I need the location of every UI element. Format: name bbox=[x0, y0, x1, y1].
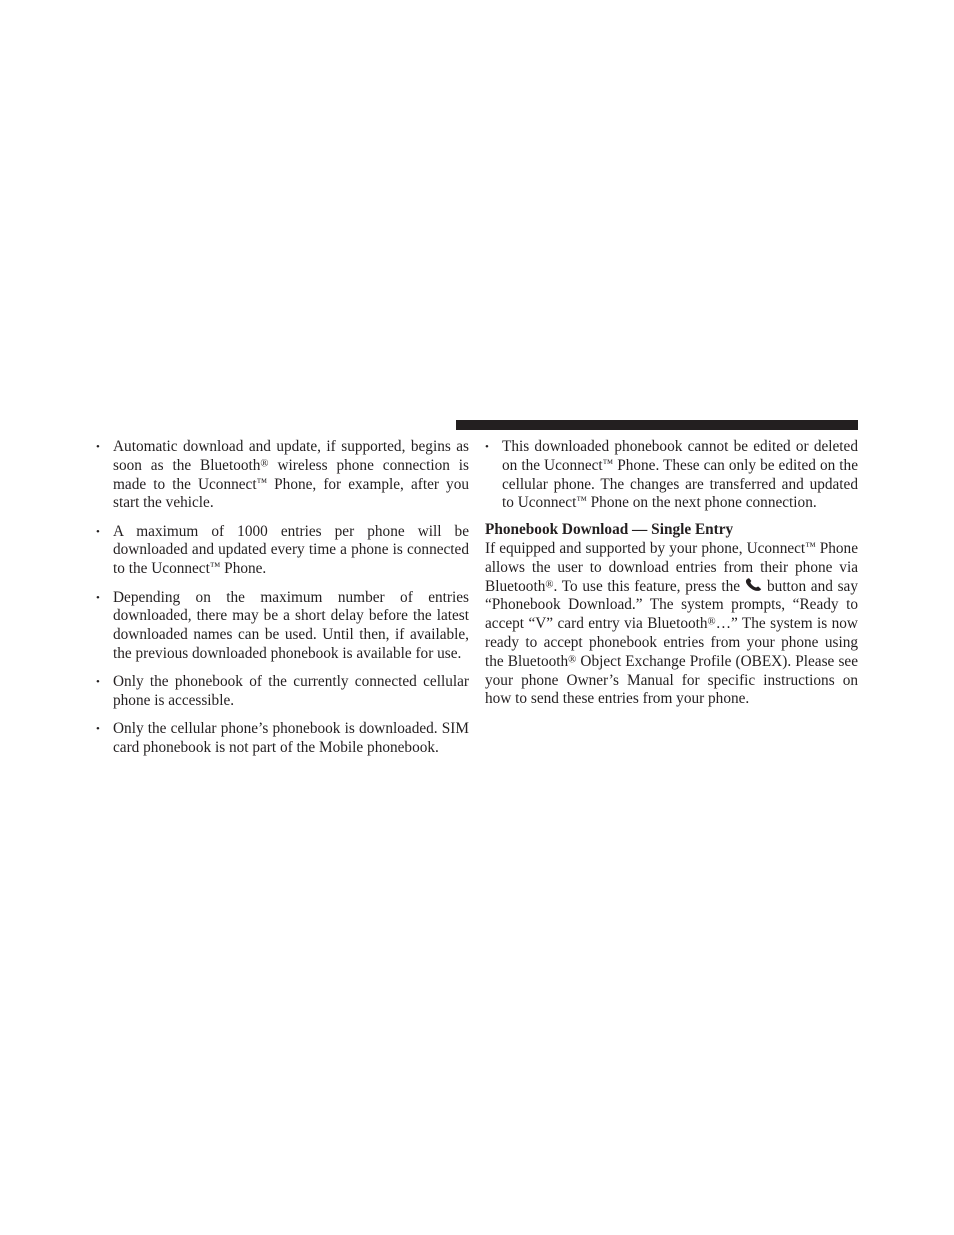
bullet-icon: • bbox=[96, 723, 100, 736]
right-column bbox=[485, 438, 858, 709]
bullet-icon: • bbox=[96, 676, 100, 689]
left-column bbox=[96, 438, 469, 767]
list-item bbox=[96, 523, 469, 579]
paragraph-text: …” The system is now ready to accept phonebook entries from your phone using the Bluetooth bbox=[485, 615, 858, 670]
item-text: Depending on the maximum number of entries downloaded, there may be a short delay before the latest downloaded names can be used. Until then, if available, the previous downloaded phonebook is available for use. bbox=[113, 588, 469, 662]
item-text: A maximum of 1000 entries per phone will be downloaded and updated every time a phone is connected to the Uconnect bbox=[113, 522, 469, 578]
bullet-icon: • bbox=[96, 591, 100, 604]
registered-mark: ® bbox=[707, 615, 716, 628]
paragraph-text: . To use this feature, press the bbox=[553, 577, 741, 595]
list-item bbox=[96, 720, 469, 758]
registered-mark: ® bbox=[545, 577, 554, 590]
item-text: wireless phone connection is made to the Uconnect bbox=[113, 456, 470, 493]
trademark-mark: ™ bbox=[576, 494, 587, 507]
item-text: Automatic download and update, if supported, begins as soon as the Bluetooth bbox=[113, 438, 469, 474]
trademark-mark: ™ bbox=[209, 560, 221, 573]
item-text: Phone. These can only be edited on the cellular phone. The changes are transferred and updated to Uconnect bbox=[502, 456, 858, 512]
section-header-rule bbox=[456, 420, 858, 430]
item-text: This downloaded phonebook cannot be edited or deleted on the Uconnect bbox=[502, 438, 858, 474]
bullet-icon: • bbox=[96, 441, 100, 453]
list-item bbox=[485, 438, 858, 513]
bullet-icon: • bbox=[96, 525, 100, 538]
bullet-icon: • bbox=[485, 441, 489, 453]
list-item bbox=[96, 673, 469, 711]
list-item bbox=[96, 589, 469, 664]
section-heading: Phonebook Download — Single Entry bbox=[485, 521, 734, 539]
phone-handset-icon bbox=[744, 578, 764, 592]
item-text: Phone on the next phone connection. bbox=[586, 494, 817, 512]
bullet-list bbox=[96, 438, 469, 758]
list-item bbox=[96, 438, 469, 513]
registered-mark: ® bbox=[568, 653, 577, 666]
paragraph-text: Object Exchange Profile (OBEX). Please see your phone Owner’s Manual for specific instructions on how to send these entries from your phone. bbox=[485, 652, 858, 708]
item-text: Only the phonebook of the currently connected cellular phone is accessible. bbox=[113, 673, 469, 710]
item-text: Phone. bbox=[220, 560, 267, 578]
item-text: Only the cellular phone’s phonebook is downloaded. SIM card phonebook is not part of the Mobile phonebook. bbox=[113, 720, 469, 757]
bullet-list bbox=[485, 438, 858, 513]
paragraph-text: Phone allows the user to download entries from their phone via Bluetooth bbox=[485, 539, 858, 595]
trademark-mark: ™ bbox=[602, 457, 614, 470]
paragraph-text: button and say “Phonebook Download.” The system prompts, “Ready to accept “V” card entry via Bluetooth bbox=[485, 577, 858, 633]
item-text: Phone, for example, after you start the vehicle. bbox=[113, 475, 470, 512]
registered-mark: ® bbox=[260, 457, 269, 470]
body-paragraph bbox=[485, 540, 858, 709]
trademark-mark: ™ bbox=[805, 540, 816, 553]
paragraph-text: If equipped and supported by your phone, Uconnect bbox=[485, 539, 806, 557]
trademark-mark: ™ bbox=[256, 475, 268, 488]
